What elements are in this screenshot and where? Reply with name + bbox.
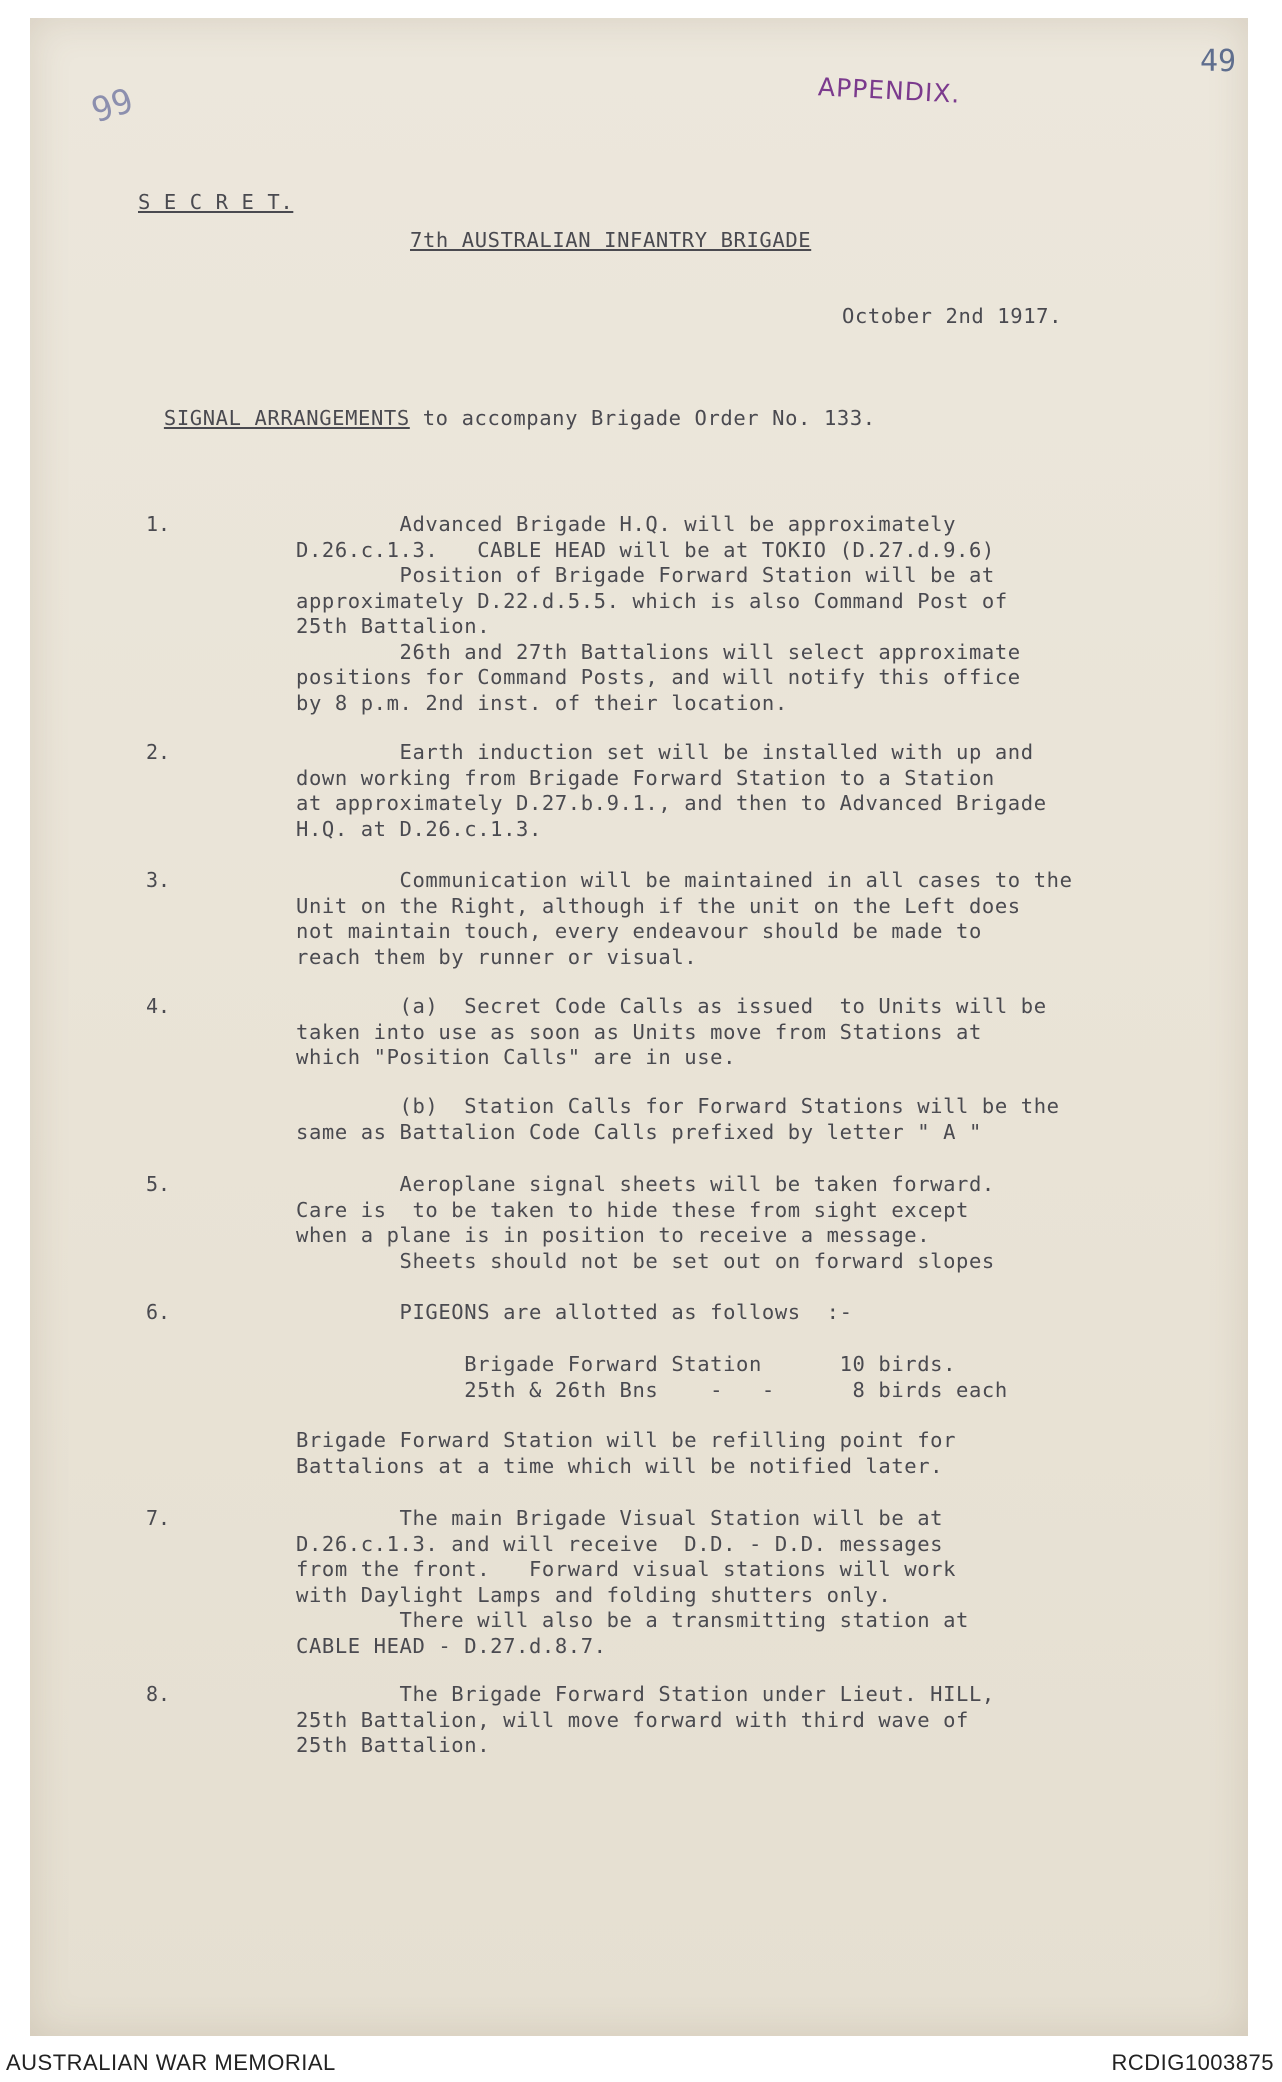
- paragraph-line: Sheets should not be set out on forward slopes: [296, 1248, 995, 1273]
- paragraph-body: [296, 1352, 1196, 1403]
- paragraph-line: Care is to be taken to hide these from sight except: [296, 1197, 969, 1222]
- paragraph-line: D.26.c.1.3. and will receive D.D. - D.D. messages: [296, 1531, 944, 1556]
- paragraph-number: 8.: [146, 1682, 171, 1706]
- subject-underlined: SIGNAL ARRANGEMENTS: [163, 405, 410, 430]
- paragraph-line: The main Brigade Visual Station will be at: [296, 1506, 944, 1530]
- subject-rest: to accompany Brigade Order No. 133.: [409, 405, 876, 430]
- paragraph-line: (a) Secret Code Calls as issued to Units will be: [296, 994, 1047, 1018]
- paragraph-line: when a plane is in position to receive a message.: [296, 1223, 931, 1247]
- paragraph-line: which "Position Calls" are in use.: [296, 1045, 737, 1069]
- paragraph-body: [296, 868, 1196, 970]
- paragraph-line: at approximately D.27.b.9.1., and then to Advanced Brigade: [296, 791, 1047, 815]
- paragraph-line: from the front. Forward visual stations will work: [296, 1557, 957, 1581]
- paragraph-line: approximately D.22.d.5.5. which is also Command Post of: [296, 588, 1008, 613]
- footer-institution: AUSTRALIAN WAR MEMORIAL: [6, 2050, 336, 2075]
- paragraph-line: Earth induction set will be installed with up and: [296, 740, 1034, 764]
- paragraph-line: Communication will be maintained in all cases to the: [296, 868, 1073, 892]
- paragraph-line: with Daylight Lamps and folding shutters only.: [296, 1582, 892, 1607]
- paragraph-line: by 8 p.m. 2nd inst. of their location.: [296, 690, 788, 715]
- paragraph-body: [296, 512, 1196, 716]
- paragraph-number: 1.: [146, 512, 171, 536]
- paragraph-line: (b) Station Calls for Forward Stations will be the: [296, 1094, 1060, 1118]
- paragraph-body: [296, 1682, 1196, 1759]
- paragraph-line: down working from Brigade Forward Station to a Station: [296, 765, 995, 790]
- paragraph-line: H.Q. at D.26.c.1.3.: [296, 816, 542, 841]
- paragraph-number: 7.: [146, 1506, 171, 1530]
- paragraph-line: Battalions at a time which will be notified later.: [296, 1453, 944, 1478]
- paragraph-number: 5.: [146, 1172, 171, 1196]
- paragraph-line: PIGEONS are allotted as follows :-: [296, 1300, 853, 1324]
- brigade-heading: 7th AUSTRALIAN INFANTRY BRIGADE: [410, 228, 812, 252]
- paragraph-number: 2.: [146, 740, 171, 764]
- paragraph-line: 25th & 26th Bns - - 8 birds each: [296, 1377, 1008, 1402]
- footer-reference: RCDIG1003875: [1111, 2050, 1274, 2075]
- paragraph-line: 25th Battalion.: [296, 1733, 491, 1757]
- paragraph-body: [296, 740, 1196, 842]
- paragraph-line: Position of Brigade Forward Station will be at: [296, 563, 995, 587]
- document-date: October 2nd 1917.: [842, 304, 1063, 328]
- paragraph-line: same as Battalion Code Calls prefixed by letter " A ": [296, 1119, 982, 1144]
- paragraph-number: 3.: [146, 868, 171, 892]
- paragraph-line: 25th Battalion, will move forward with third wave of: [296, 1707, 969, 1732]
- paragraph-line: CABLE HEAD - D.27.d.8.7.: [296, 1633, 607, 1658]
- paragraph-line: D.26.c.1.3. CABLE HEAD will be at TOKIO (D.27.d.9.6): [296, 537, 995, 562]
- archive-footer: [0, 2038, 1282, 2082]
- paragraph-line: 26th and 27th Battalions will select approximate: [296, 639, 1021, 664]
- paragraph-line: positions for Command Posts, and will notify this office: [296, 665, 1021, 689]
- paragraph-line: reach them by runner or visual.: [296, 944, 698, 969]
- paragraph-line: not maintain touch, every endeavour should be made to: [296, 919, 982, 943]
- subject-line: [138, 380, 876, 431]
- pencil-folio: 99: [86, 80, 139, 132]
- paragraph-line: 25th Battalion.: [296, 614, 491, 638]
- paragraph-number: 4.: [146, 994, 171, 1018]
- paragraph-line: Advanced Brigade H.Q. will be approximately: [296, 512, 957, 536]
- paragraph-line: Brigade Forward Station 10 birds.: [296, 1352, 957, 1376]
- classification: S E C R E T.: [138, 190, 294, 214]
- paragraph-line: Unit on the Right, although if the unit on the Left does: [296, 893, 1021, 918]
- paragraph-line: The Brigade Forward Station under Lieut. HILL,: [296, 1682, 995, 1706]
- folio-number: 49: [1200, 44, 1237, 79]
- paragraph-body: [296, 1506, 1196, 1659]
- paragraph-line: taken into use as soon as Units move from Stations at: [296, 1019, 982, 1044]
- paragraph-line: There will also be a transmitting station at: [296, 1608, 969, 1632]
- appendix-stamp: APPENDIX.: [817, 72, 962, 109]
- paragraph-body: [296, 1094, 1196, 1145]
- paragraph-body: [296, 1172, 1196, 1274]
- paragraph-number: 6.: [146, 1300, 171, 1324]
- paragraph-line: Brigade Forward Station will be refilling point for: [296, 1428, 957, 1452]
- paragraph-line: Aeroplane signal sheets will be taken forward.: [296, 1172, 995, 1196]
- paragraph-body: [296, 1300, 1196, 1326]
- paragraph-body: [296, 1428, 1196, 1479]
- paragraph-body: [296, 994, 1196, 1071]
